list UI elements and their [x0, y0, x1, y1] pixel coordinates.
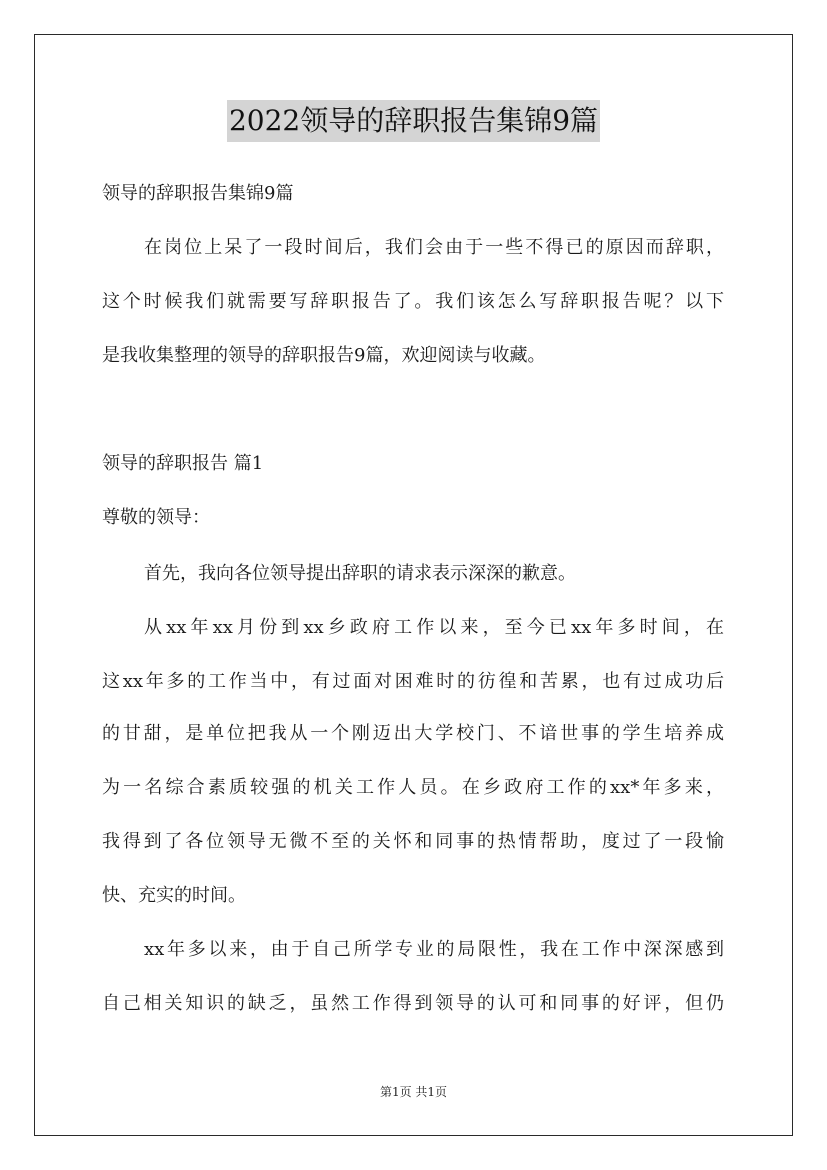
subtitle-line: 领导的辞职报告集锦9篇 [102, 183, 294, 204]
section-heading: 领导的辞职报告 篇1 [102, 453, 264, 474]
intro-line-3: 是我收集整理的领导的辞职报告9篇，欢迎阅读与收藏。 [102, 345, 546, 366]
intro-line-1: 在岗位上呆了一段时间后，我们会由于一些不得已的原因而辞职， [144, 237, 724, 258]
intro-line-2: 这个时候我们就需要写辞职报告了。我们该怎么写辞职报告呢？以下 [102, 291, 724, 312]
para2-line-6: 快、充实的时间。 [102, 885, 246, 906]
para1-line-1: 首先，我向各位领导提出辞职的请求表示深深的歉意。 [144, 563, 576, 584]
para2-line-2: 这xx年多的工作当中，有过面对困难时的彷徨和苦累，也有过成功后 [102, 671, 724, 692]
para2-line-3: 的甘甜，是单位把我从一个刚迈出大学校门、不谙世事的学生培养成 [102, 723, 724, 744]
para3-line-1: xx年多以来，由于自己所学专业的局限性，我在工作中深深感到 [144, 939, 724, 960]
para2-line-1: 从xx年xx月份到xx乡政府工作以来，至今已xx年多时间，在 [144, 617, 724, 638]
para3-line-2: 自己相关知识的缺乏，虽然工作得到领导的认可和同事的好评，但仍 [102, 993, 724, 1014]
para2-line-4: 为一名综合素质较强的机关工作人员。在乡政府工作的xx*年多来， [102, 777, 724, 798]
title-wrap [0, 100, 827, 142]
page-footer: 第1页 共1页 [379, 1085, 448, 1099]
para2-line-5: 我得到了各位领导无微不至的关怀和同事的热情帮助，度过了一段愉 [102, 831, 724, 852]
document-title: 2022领导的辞职报告集锦9篇 [227, 100, 600, 142]
salutation: 尊敬的领导： [102, 507, 210, 528]
